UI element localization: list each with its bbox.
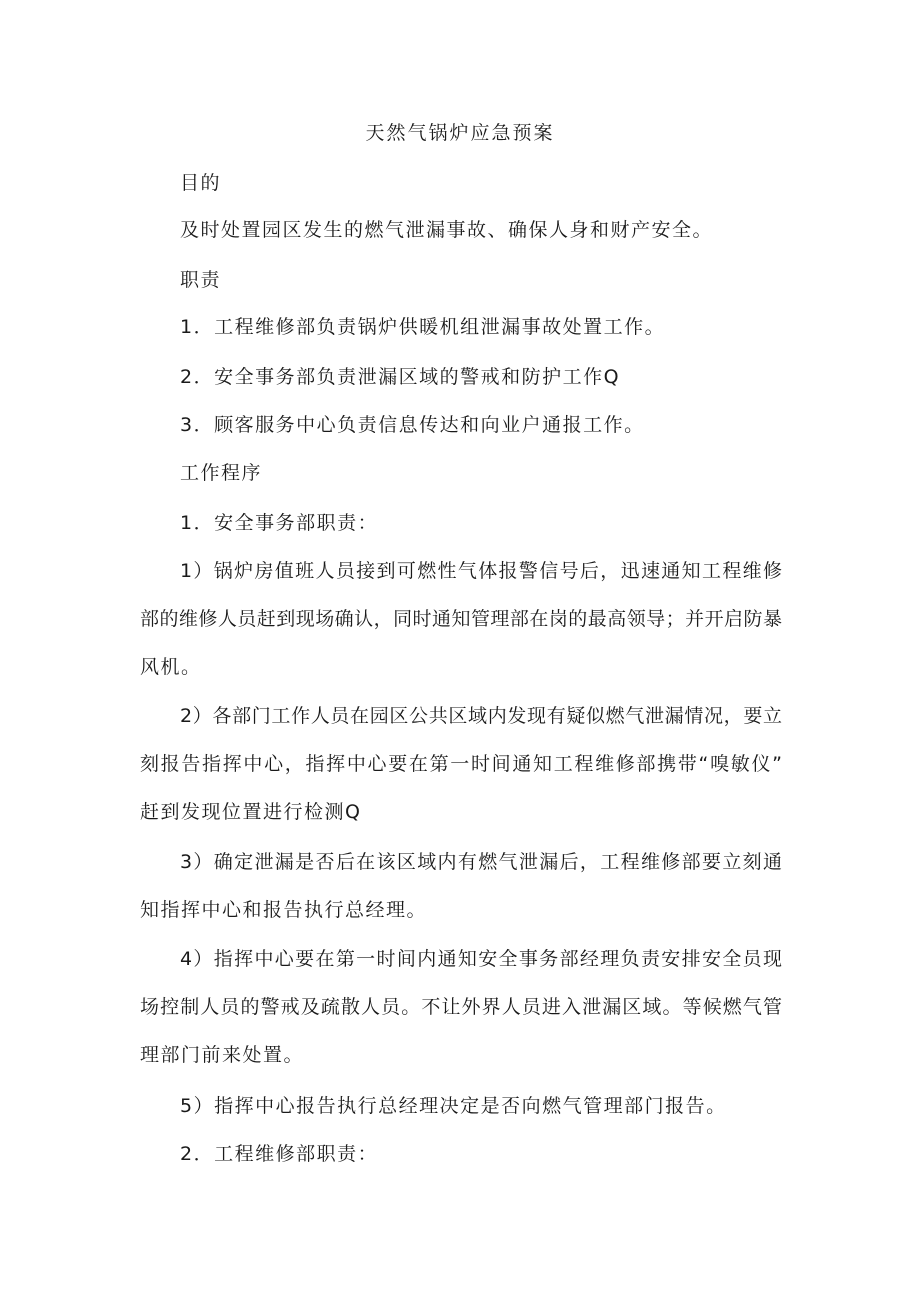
paragraph-line: 知指挥中心和报告执行总经理。 xyxy=(140,899,428,921)
responsibility-item: 3．顾客服务中心负责信息传达和向业户通报工作。 xyxy=(180,414,645,436)
responsibilities-heading: 职责 xyxy=(180,269,222,291)
purpose-text: 及时处置园区发生的燃气泄漏事故、确保人身和财产安全。 xyxy=(180,219,714,241)
responsibility-item: 1．工程维修部负责锅炉供暖机组泄漏事故处置工作。 xyxy=(180,316,666,338)
paragraph-line: 5）指挥中心报告执行总经理决定是否向燃气管理部门报告。 xyxy=(180,1095,727,1117)
paragraph-line: 刻报告指挥中心，指挥中心要在第一时间通知工程维修部携带“嗅敏仪” xyxy=(140,753,782,775)
paragraph-line: 理部门前来处置。 xyxy=(140,1044,305,1066)
procedure-subheading-safety: 1．安全事务部职责： xyxy=(180,512,379,534)
procedure-heading: 工作程序 xyxy=(180,462,263,484)
paragraph-line: 3）确定泄漏是否后在该区域内有燃气泄漏后，工程维修部要立刻通 xyxy=(180,851,782,873)
paragraph-line: 赶到发现位置进行检测Q xyxy=(140,801,362,823)
paragraph-line: 场控制人员的警戒及疏散人员。不让外界人员进入泄漏区域。等候燃气管 xyxy=(140,996,782,1018)
paragraph-line: 1）锅炉房值班人员接到可燃性气体报警信号后，迅速通知工程维修 xyxy=(180,560,782,582)
document-title: 天然气锅炉应急预案 xyxy=(365,122,555,144)
paragraph-line: 风机。 xyxy=(140,656,202,678)
purpose-heading: 目的 xyxy=(180,172,222,194)
paragraph-line: 2）各部门工作人员在园区公共区域内发现有疑似燃气泄漏情况，要立 xyxy=(180,705,782,727)
paragraph-line: 4）指挥中心要在第一时间内通知安全事务部经理负责安排安全员现 xyxy=(180,948,782,970)
paragraph-line: 部的维修人员赶到现场确认，同时通知管理部在岗的最高领导；并开启防暴 xyxy=(140,608,782,630)
procedure-subheading-engineering: 2．工程维修部职责： xyxy=(180,1143,379,1165)
responsibility-item: 2．安全事务部负责泄漏区域的警戒和防护工作Q xyxy=(180,366,621,388)
